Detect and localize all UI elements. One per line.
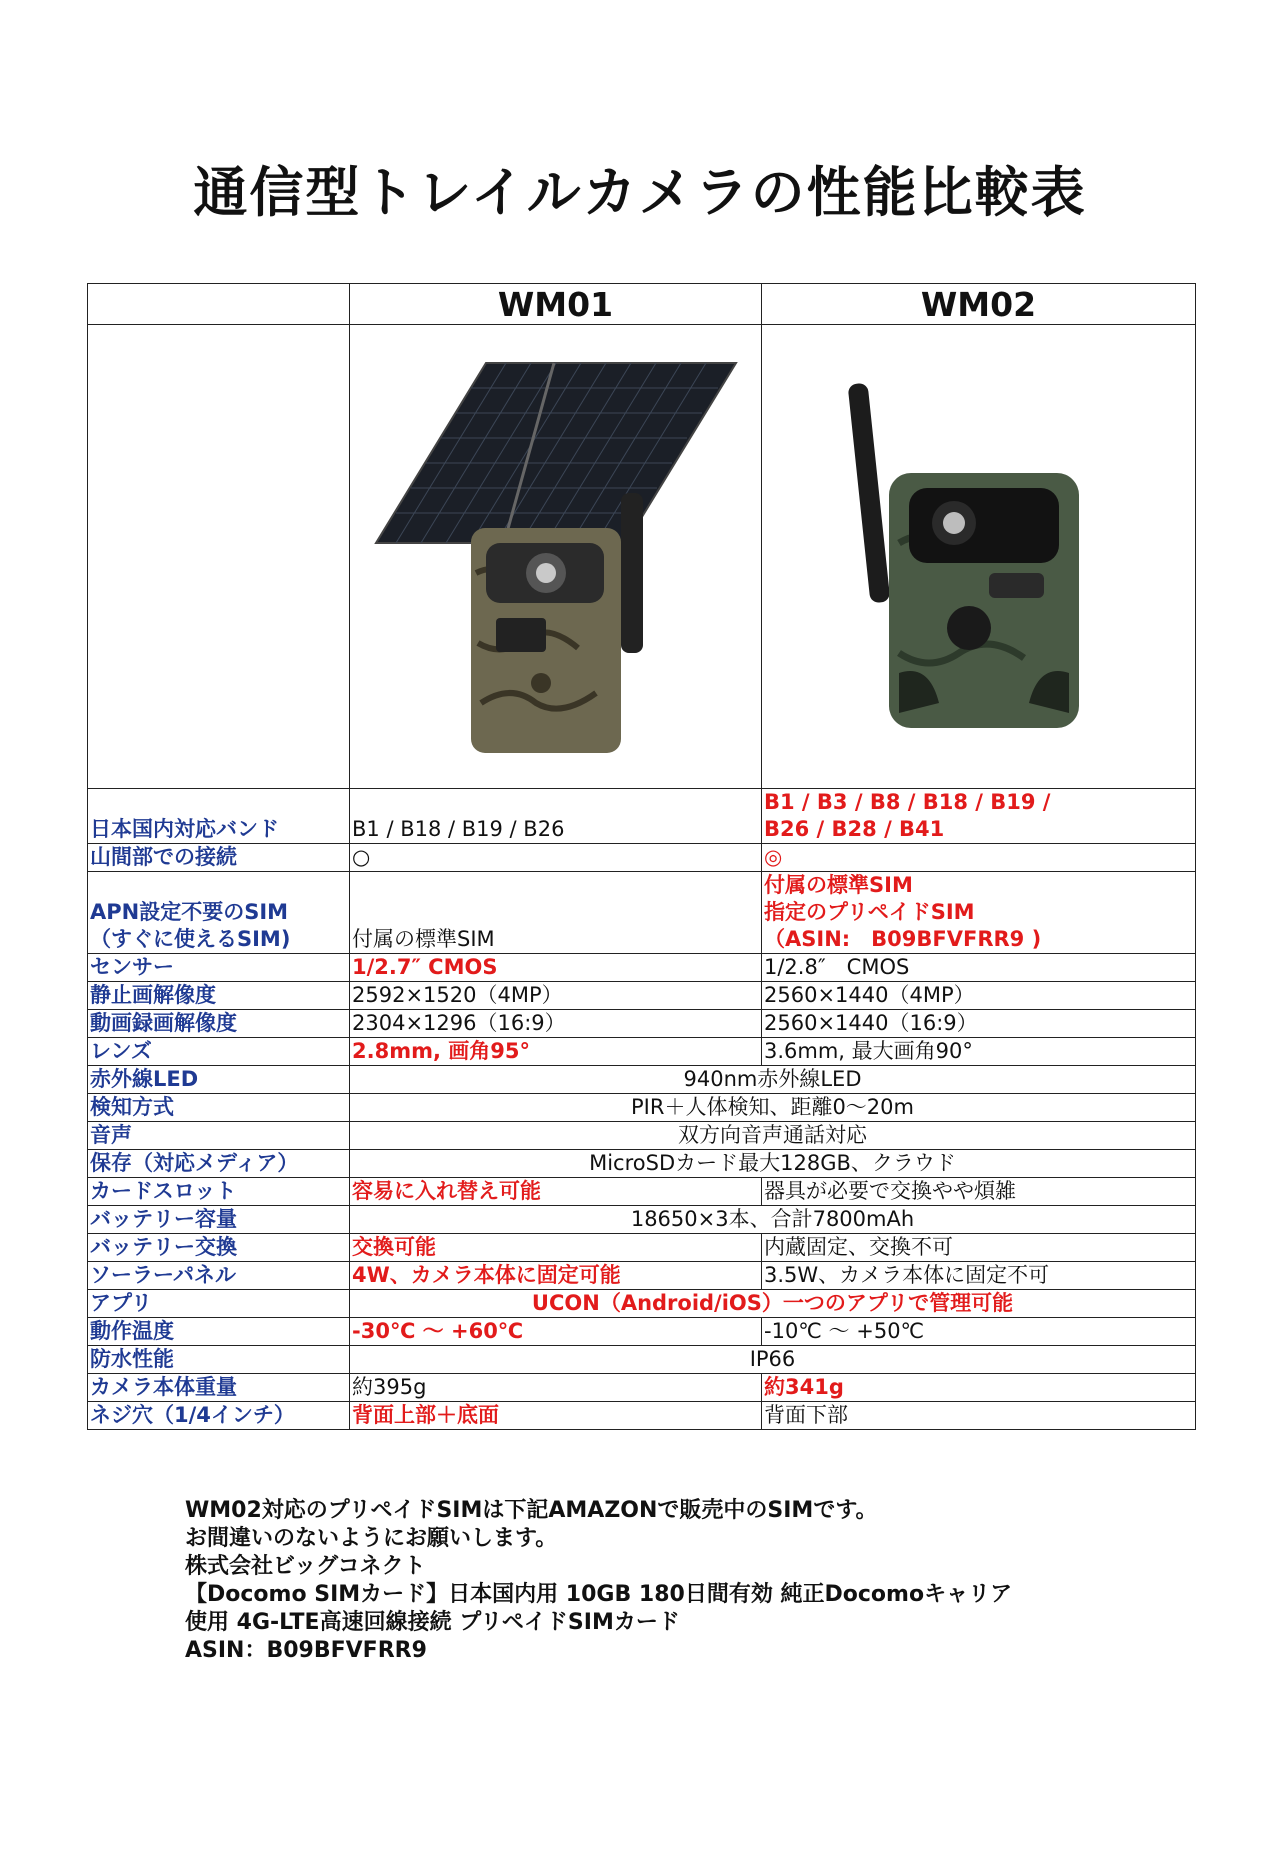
wm02-value-line: 指定のプリペイドSIM — [764, 900, 975, 924]
table-row — [88, 1178, 1196, 1206]
table-row — [88, 844, 1196, 872]
wm02-value: 背面下部 — [762, 1402, 1196, 1430]
table-row — [88, 1150, 1196, 1178]
row-label: 山間部での接続 — [88, 844, 350, 872]
comparison-table — [87, 283, 1196, 1430]
shared-value: 双方向音声通話対応 — [350, 1122, 1196, 1150]
table-row — [88, 1402, 1196, 1430]
table-row — [88, 1374, 1196, 1402]
table-row — [88, 1346, 1196, 1374]
table-row — [88, 1206, 1196, 1234]
table-row — [88, 789, 1196, 844]
wm01-value: ○ — [350, 844, 762, 872]
row-label: バッテリー容量 — [88, 1206, 350, 1234]
table-row — [88, 954, 1196, 982]
note-line: ASIN：B09BFVFRR9 — [185, 1638, 427, 1663]
shared-value: MicroSDカード最大128GB、クラウド — [350, 1150, 1196, 1178]
wm01-value: 背面上部＋底面 — [350, 1402, 762, 1430]
wm02-value: 内蔵固定、交換不可 — [762, 1234, 1196, 1262]
row-label: 動画録画解像度 — [88, 1010, 350, 1038]
shared-value: 940nm赤外線LED — [350, 1066, 1196, 1094]
row-label: 静止画解像度 — [88, 982, 350, 1010]
header-wm02: WM02 — [762, 284, 1196, 325]
row-label: アプリ — [88, 1290, 350, 1318]
wm02-value: 2560×1440（16:9） — [762, 1010, 1196, 1038]
antenna-trail-camera-photo — [839, 363, 1119, 743]
row-label-line: （すぐに使えるSIM) — [90, 927, 291, 951]
row-label: 保存（対応メディア） — [88, 1150, 350, 1178]
page-title: 通信型トレイルカメラの性能比較表 — [193, 161, 1087, 224]
table-row — [88, 1290, 1196, 1318]
table-row — [88, 1010, 1196, 1038]
header-empty-cell — [88, 284, 350, 325]
row-label-line: APN設定不要のSIM — [90, 900, 289, 924]
note-line: 株式会社ビッグコネクト — [185, 1554, 426, 1579]
wm02-value-line: B26 / B28 / B41 — [764, 817, 945, 841]
note-line: お間違いのないようにお願いします。 — [185, 1526, 558, 1551]
wm01-value: 2.8mm, 画角95° — [350, 1038, 762, 1066]
shared-value: 18650×3本、合計7800mAh — [350, 1206, 1196, 1234]
note-line: WM02対応のプリペイドSIMは下記AMAZONで販売中のSIMです。 — [185, 1498, 878, 1523]
wm01-value: 交換可能 — [350, 1234, 762, 1262]
wm01-value: 4W、カメラ本体に固定可能 — [350, 1262, 762, 1290]
wm02-value — [762, 789, 1196, 844]
row-label: 防水性能 — [88, 1346, 350, 1374]
table-row — [88, 1234, 1196, 1262]
table-row — [88, 1066, 1196, 1094]
wm02-value: ◎ — [762, 844, 1196, 872]
wm01-value: 2592×1520（4MP） — [350, 982, 762, 1010]
row-label: カメラ本体重量 — [88, 1374, 350, 1402]
wm02-value: 1/2.8″ CMOS — [762, 954, 1196, 982]
table-row — [88, 1094, 1196, 1122]
wm02-value: 約341g — [762, 1374, 1196, 1402]
table-row — [88, 982, 1196, 1010]
note-line: 【Docomo SIMカード】日本国内用 10GB 180日間有効 純正Docomoキャリア — [185, 1582, 1013, 1607]
table-row — [88, 872, 1196, 954]
row-label: バッテリー交換 — [88, 1234, 350, 1262]
wm02-value-line: （ASIN: B09BFVFRR9 ) — [764, 927, 1042, 951]
table-row — [88, 1318, 1196, 1346]
row-label: センサー — [88, 954, 350, 982]
footer-notes — [185, 1497, 1135, 1665]
shared-value: PIR＋人体検知、距離0～20m — [350, 1094, 1196, 1122]
table-row — [88, 1262, 1196, 1290]
wm01-value: 約395g — [350, 1374, 762, 1402]
wm02-value-line: B1 / B3 / B8 / B18 / B19 / — [764, 790, 1051, 814]
wm02-value: 3.5W、カメラ本体に固定不可 — [762, 1262, 1196, 1290]
wm01-value: -30℃ ～ +60℃ — [350, 1318, 762, 1346]
wm01-image-cell — [350, 325, 762, 789]
header-wm01: WM01 — [350, 284, 762, 325]
row-label: 動作温度 — [88, 1318, 350, 1346]
wm01-value: 1/2.7″ CMOS — [350, 954, 762, 982]
shared-value: IP66 — [350, 1346, 1196, 1374]
shared-value: UCON（Android/iOS）一つのアプリで管理可能 — [350, 1290, 1196, 1318]
wm01-value: 容易に入れ替え可能 — [350, 1178, 762, 1206]
row-label: カードスロット — [88, 1178, 350, 1206]
table-row — [88, 1038, 1196, 1066]
row-label: 赤外線LED — [88, 1066, 350, 1094]
table-row — [88, 1122, 1196, 1150]
wm01-value: B1 / B18 / B19 / B26 — [350, 789, 762, 844]
wm02-value: 器具が必要で交換やや煩雑 — [762, 1178, 1196, 1206]
wm01-value: 2304×1296（16:9） — [350, 1010, 762, 1038]
row-label: 日本国内対応バンド — [88, 789, 350, 844]
wm02-value: -10℃ ～ +50℃ — [762, 1318, 1196, 1346]
row-label: ソーラーパネル — [88, 1262, 350, 1290]
image-label-cell — [88, 325, 350, 789]
row-label: レンズ — [88, 1038, 350, 1066]
wm02-value: 2560×1440（4MP） — [762, 982, 1196, 1010]
wm02-value: 3.6mm, 最大画角90° — [762, 1038, 1196, 1066]
product-image-row — [88, 325, 1196, 789]
wm02-value — [762, 872, 1196, 954]
row-label: 音声 — [88, 1122, 350, 1150]
solar-trail-camera-photo — [366, 343, 746, 763]
table-header-row — [88, 284, 1196, 325]
wm02-value-line: 付属の標準SIM — [764, 873, 913, 897]
row-label: 検知方式 — [88, 1094, 350, 1122]
row-label: ネジ穴（1/4インチ） — [88, 1402, 350, 1430]
wm02-image-cell — [762, 325, 1196, 789]
note-line: 使用 4G-LTE高速回線接続 プリペイドSIMカード — [185, 1610, 680, 1635]
wm01-value: 付属の標準SIM — [350, 872, 762, 954]
row-label — [88, 872, 350, 954]
